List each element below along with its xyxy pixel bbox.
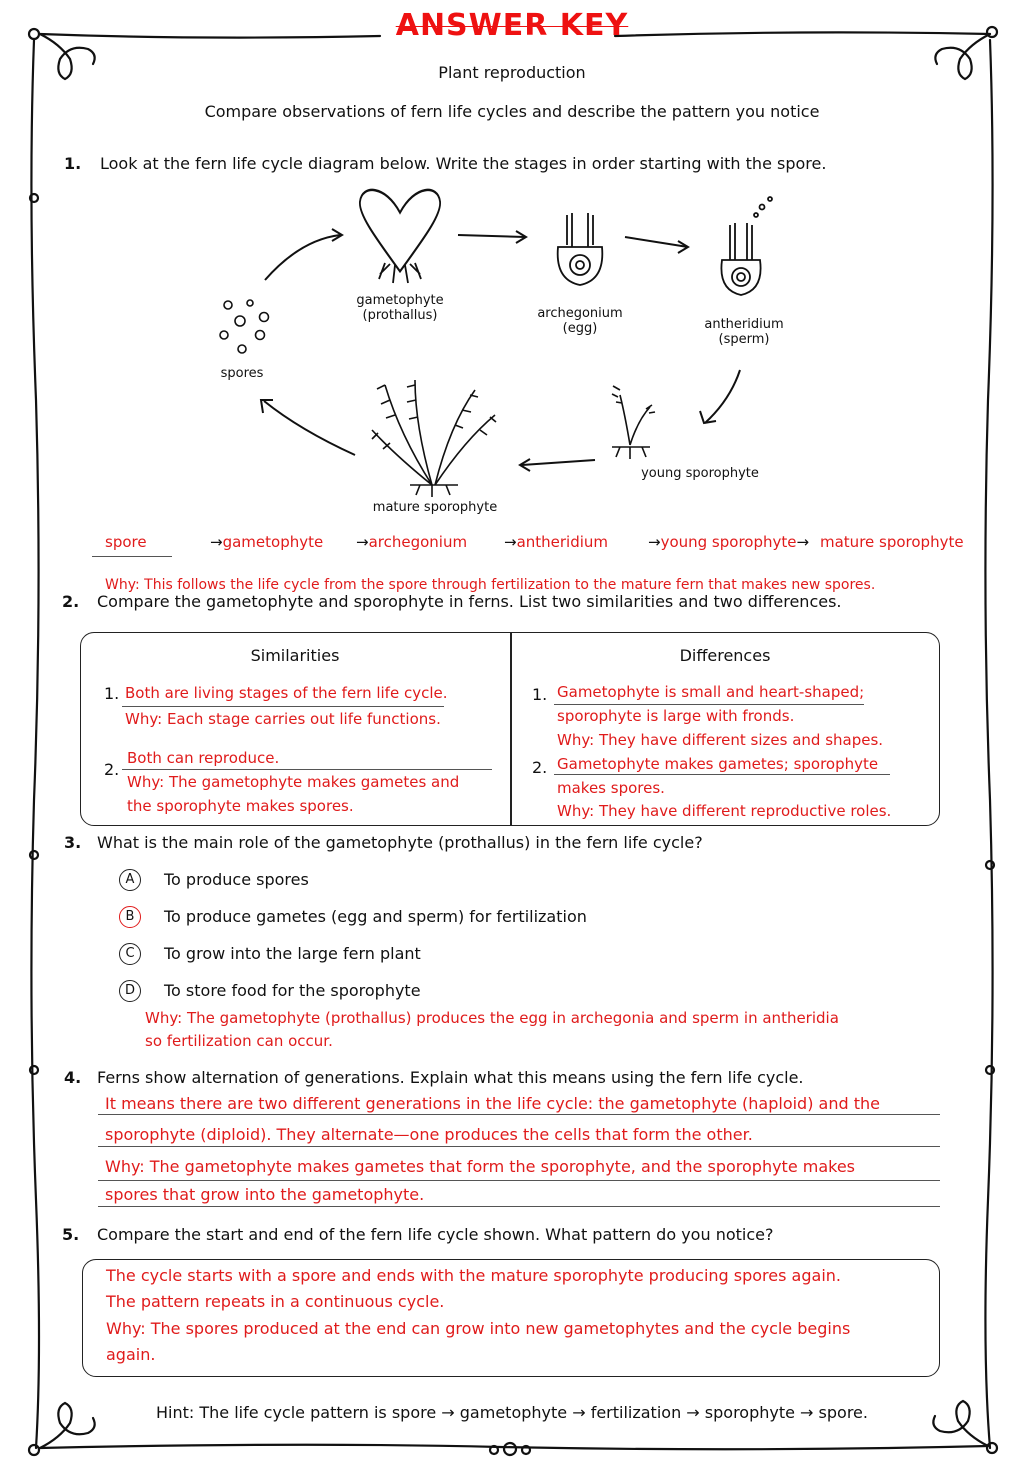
sequence-arrow-2: →archegonium [356,533,468,551]
option-a-text: To produce spores [164,870,309,889]
similarities-header: Similarities [250,646,340,665]
sequence-arrow-1: →gametophyte [210,533,324,551]
differences-header: Differences [679,646,771,665]
antheridium-icon [721,197,772,295]
worksheet-instruction: Compare observations of fern life cycles and describe the pattern you notice [204,102,820,121]
label-mature-sporophyte: mature sporophyte [372,500,498,515]
q2-number: 2. [62,592,80,611]
option-d-text: To store food for the sporophyte [164,981,421,1000]
q5-answer-line-3: Why: The spores produced at the end can grow into new gametophytes and the cycle begins [106,1319,851,1338]
q4-number: 4. [64,1068,82,1087]
q5-answer-line-2: The pattern repeats in a continuous cycle. [106,1292,445,1311]
q1-number: 1. [64,154,82,173]
label-antheridium: antheridium (sperm) [704,317,784,347]
label-gametophyte: gametophyte (prothallus) [356,293,444,323]
q2-text: Compare the gametophyte and sporophyte in ferns. List two similarities and two differences. [97,592,842,611]
sequence-stage-1: spore [105,533,147,551]
arrow-antheridium-young-sporophyte-icon [705,370,740,423]
worksheet-subtitle: Plant reproduction [438,63,586,82]
sequence-stage-3: archegonium [368,533,468,551]
q5-answer-line-1: The cycle starts with a spore and ends with the mature sporophyte producing spores again. [106,1266,841,1285]
sequence-stage-2: gametophyte [222,533,324,551]
similarity-1: Both are living stages of the fern life cycle. [125,684,448,702]
young-sporophyte-icon [612,386,655,459]
diff2-number: 2. [532,758,548,777]
answer-line [554,774,890,775]
arrow-gametophyte-archegonium-icon [458,235,525,237]
q3-why-b: so fertilization can occur. [145,1032,333,1050]
q4-answer-line-1: It means there are two different generations in the life cycle: the gametophyte (haploid) and the [105,1094,880,1113]
arrow-mature-spores-icon [264,401,355,455]
q5-text: Compare the start and end of the fern life cycle shown. What pattern do you notice? [97,1225,774,1244]
q3-text: What is the main role of the gametophyte (prothallus) in the fern life cycle? [97,833,703,852]
option-b-radio-selected[interactable]: B [119,906,141,928]
similarity-2-why-a: Why: The gametophyte makes gametes and [127,773,460,791]
difference-2-b: makes spores. [557,779,665,797]
similarity-2-why-b: the sporophyte makes spores. [127,797,354,815]
q1-text: Look at the fern life cycle diagram below. Write the stages in order starting with the spore. [100,154,827,173]
q4-answer-line-4: spores that grow into the gametophyte. [105,1185,425,1204]
difference-1-b: sporophyte is large with fronds. [557,707,795,725]
answer-line [92,556,172,557]
option-d-radio[interactable]: D [119,980,141,1002]
label-young-sporophyte: young sporophyte [641,466,759,481]
sequence-arrow-4: →young sporophyte→ [648,533,810,551]
sim1-number: 1. [104,684,120,703]
option-a-radio[interactable]: A [119,869,141,891]
q4-text: Ferns show alternation of generations. Explain what this means using the fern life cycle. [97,1068,804,1087]
difference-2-why: Why: They have different reproductive roles. [557,802,892,820]
q5-number: 5. [62,1225,80,1244]
option-c-text: To grow into the large fern plant [164,944,421,963]
arrow-spores-gametophyte-icon [265,235,340,280]
q3-why-a: Why: The gametophyte (prothallus) produces the egg in archegonia and sperm in antheridia [145,1009,839,1027]
sequence-stage-4: antheridium [516,533,609,551]
q1-why: Why: This follows the life cycle from the spore through fertilization to the mature fern that makes new spores. [105,577,876,593]
mature-sporophyte-icon [372,380,496,497]
label-spores: spores [220,366,264,381]
answer-line [98,1114,940,1115]
answer-line [98,1180,940,1181]
sim2-number: 2. [104,760,120,779]
option-b-text: To produce gametes (egg and sperm) for fertilization [164,907,587,926]
arrow-young-mature-icon [522,460,595,465]
gametophyte-heart-icon [360,190,440,283]
answer-line [554,704,864,705]
answer-line [98,1146,940,1147]
similarity-1-why: Why: Each stage carries out life functions. [125,710,441,728]
difference-1-a: Gametophyte is small and heart-shaped; [557,683,865,701]
q4-answer-line-3: Why: The gametophyte makes gametes that form the sporophyte, and the sporophyte makes [105,1157,856,1176]
diff1-number: 1. [532,685,548,704]
q5-answer-line-4: again. [106,1345,156,1364]
answer-line [122,706,444,707]
answer-key-title: ANSWER KEY [395,8,629,43]
difference-1-why: Why: They have different sizes and shapes. [557,731,884,749]
sequence-arrow-3: →antheridium [504,533,609,551]
answer-line [122,769,492,770]
sequence-stage-5: young sporophyte [660,533,797,551]
q4-answer-line-2: sporophyte (diploid). They alternate—one produces the cells that form the other. [105,1125,753,1144]
answer-line [98,1206,940,1207]
q3-number: 3. [64,833,82,852]
label-archegonium: archegonium (egg) [537,306,623,336]
option-c-radio[interactable]: C [119,943,141,965]
archegonium-icon [558,213,603,285]
difference-2-a: Gametophyte makes gametes; sporophyte [557,755,879,773]
spores-icon [220,300,269,353]
sequence-stage-6: mature sporophyte [820,533,964,551]
hint-text: Hint: The life cycle pattern is spore → gametophyte → fertilization → sporophyte → spore. [156,1403,868,1422]
similarity-2: Both can reproduce. [127,749,280,767]
